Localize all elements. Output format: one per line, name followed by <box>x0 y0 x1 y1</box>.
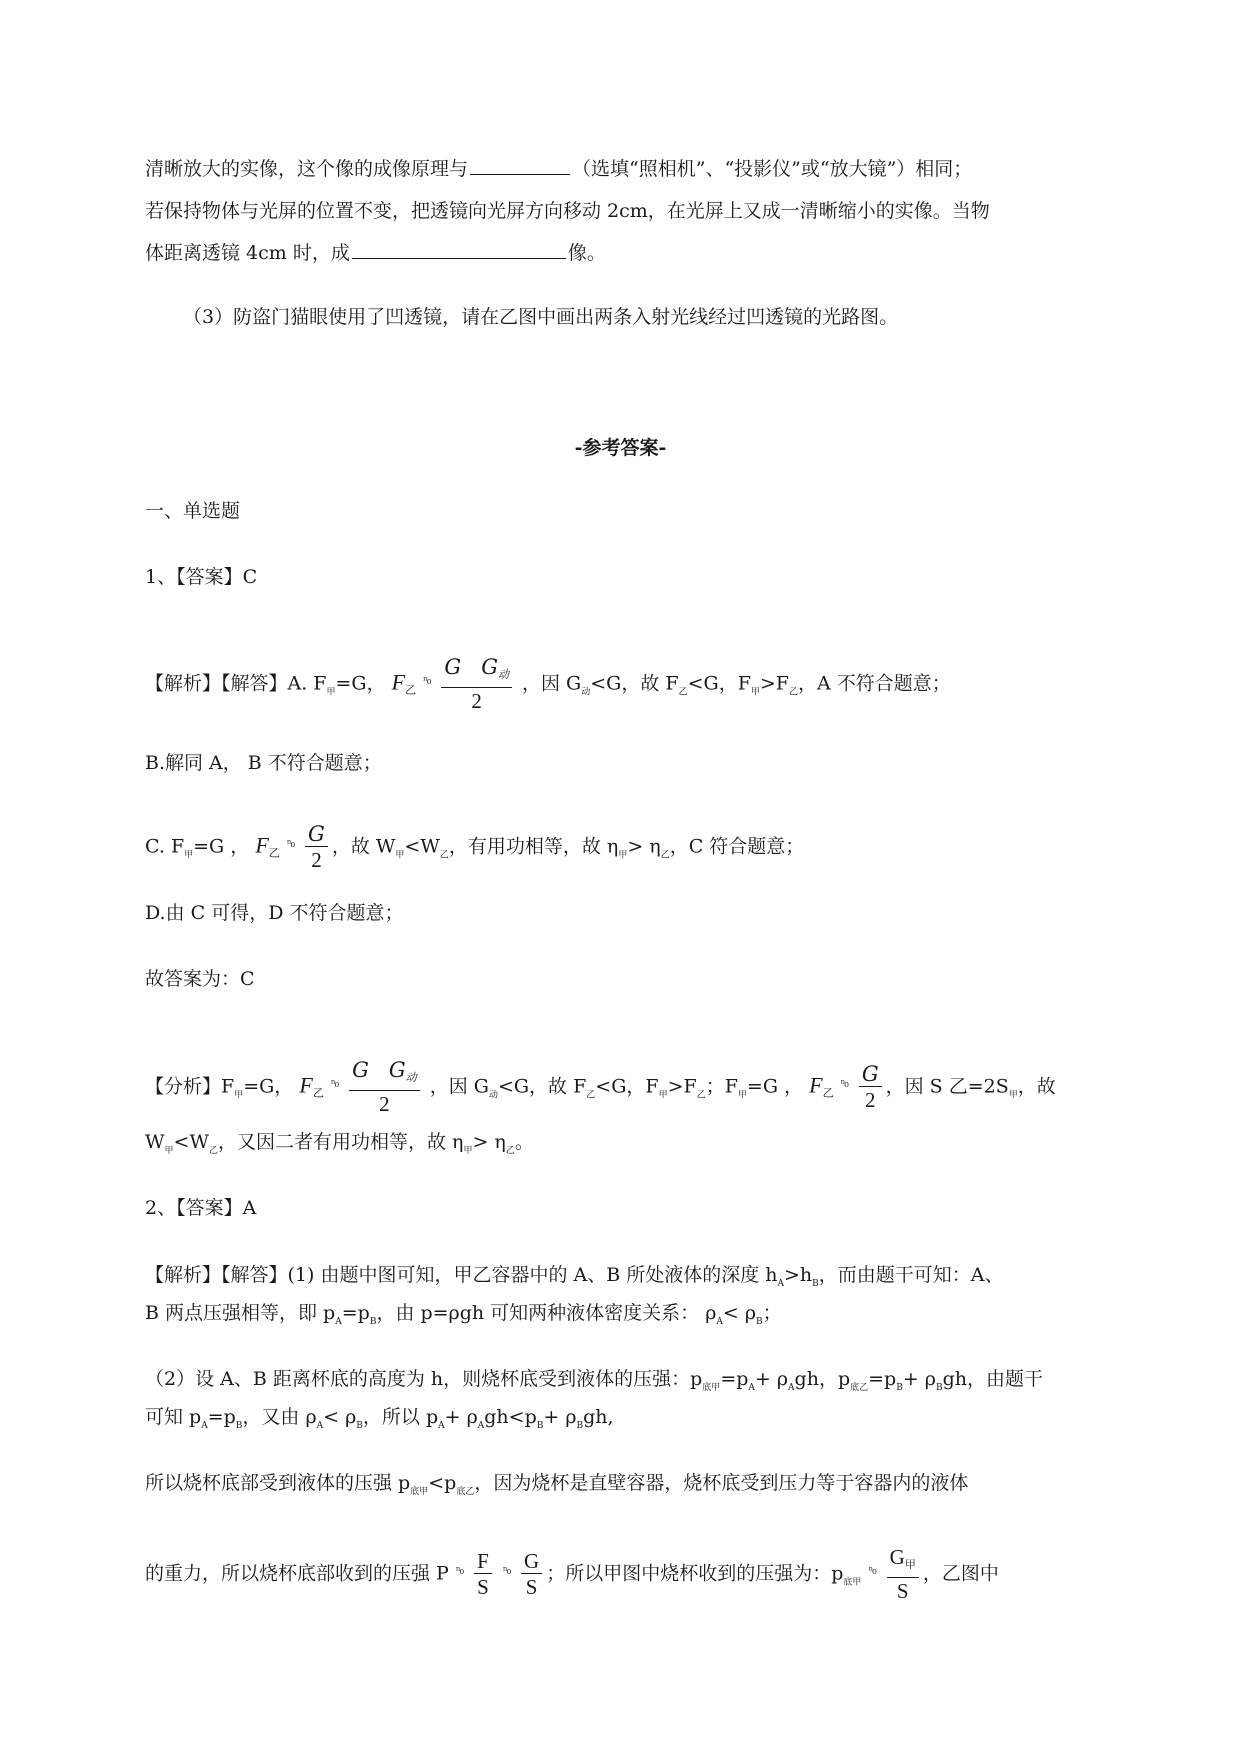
q2-part1-line2: B 两点压强相等，即 $p_A=p_B$，由 p=ρgh 可知两种液体密度关系： $\rho_A< \rho_B$； <box>145 1302 782 1327</box>
q1-analysis-d: D.由 C 可得，D 不符合题意； <box>145 902 404 924</box>
q3-line-3: 体距离透镜 4cm 时，成 像。 <box>145 242 606 264</box>
q3-line-2: 若保持物体与光屏的位置不变，把透镜向光屏方向移动 2cm，在光屏上又成一清晰缩小的实像。当物 <box>145 200 990 222</box>
q3-line-1: 清晰放大的实像，这个像的成像原理与 （选填“照相机”、“投影仪”或“放大镜”）相同； <box>145 158 973 180</box>
q2-part1-line1: 【解析】【解答】(1) 由题中图可知，甲乙容器中的 A、B 所处液体的深度 $h_A>h_B$，而由题干可知：A、 <box>145 1264 1004 1289</box>
fraction-f-over-s: $\frac{F}{S}$ <box>474 1549 492 1600</box>
fraction-g-over-s: $\frac{G}{S}$ <box>521 1549 542 1600</box>
q1-answer: 1、【答案】C <box>145 566 258 588</box>
fill-blank[interactable] <box>352 240 566 259</box>
q1-analysis-summary: 【分析】$F_甲=G$， $F_乙$ $^{^n_0}$ $\frac{G G_动}{2}$ ，因 $G_动<G$，故 $F_乙<G$，$F_甲>F_乙$；$F_甲=G$ ， $F_乙$ $^{^n_0}$ $\frac{G}{2}$ ，因 S 乙$=2S_甲$，故 <box>145 1058 1056 1116</box>
fraction-gjia-over-s: $\frac{G_甲}{S}$ <box>887 1545 919 1604</box>
fraction-g-over-2: $\frac{G}{2}$ <box>305 822 328 873</box>
q1-analysis-b: B.解同 A， B 不符合题意； <box>145 752 382 774</box>
q2-part2-line2: 可知 $p_A=p_B$，又由 $\rho_A< \rho_B$，所以 $p_A+ \rho_Agh<p_B+ \rho_Bgh$, <box>145 1406 614 1431</box>
q1-analysis-c: C. $F_甲=G$ ， $F_乙$ $^{^n_0}$ $\frac{G}{2}$ ，故 $W_甲<W_乙$，有用功相等，故 $\eta_甲> \eta_乙$，C 符合题意； <box>145 822 805 872</box>
q2-part2-line3: 所以烧杯底部受到液体的压强 $p_{底甲}<p_{底乙}$，因为烧杯是直壁容器，烧杯底受到压力等于容器内的液体 <box>145 1472 969 1497</box>
fraction-g-plus-gdong-over-2: $\frac{G G_动}{2}$ <box>441 655 512 714</box>
q1-conclusion: 故答案为：C <box>145 968 255 990</box>
q3-part-3: （3）防盗门猫眼使用了凹透镜，请在乙图中画出两条入射光线经过凹透镜的光路图。 <box>183 306 899 328</box>
q2-answer: 2、【答案】A <box>145 1197 257 1219</box>
q2-part2-line1: （2）设 A、B 距离杯底的高度为 h，则烧杯底受到液体的压强：$p_{底甲}=p_A+ \rho_Agh$，$p_{底乙}=p_B+ \rho_Bgh$，由题干 <box>145 1368 1044 1393</box>
q1-analysis-summary-2: $W_甲<W_乙$，又因二者有用功相等，故 $\eta_甲> \eta_乙$。 <box>145 1131 534 1156</box>
fraction-g-over-2: $\frac{G}{2}$ <box>859 1062 882 1113</box>
fill-blank[interactable] <box>470 156 570 175</box>
q2-part2-line4: 的重力，所以烧杯底部收到的压强 P $^{^n_0}$ $\frac{F}{S}$ $^{^n_0}$ $\frac{G}{S}$ ；所以甲图中烧杯收到的压强为：$p_{底甲}$ $^{^n_0}$ $\frac{G_甲}{S}$ ，乙图中 <box>145 1545 999 1603</box>
fraction-g-plus-gdong-over-2: $\frac{G G_动}{2}$ <box>349 1058 420 1117</box>
answers-title: -参考答案- <box>574 437 667 459</box>
section-heading: 一、单选题 <box>145 500 241 522</box>
q1-analysis-a: 【解析】【解答】A. $F_甲=G$， $F_乙$ $^{^n_0}$ $\frac{G G_动}{2}$ ，因 $G_动<G$，故 $F_乙<G$，$F_甲>F_乙$，A 不符合题意； <box>145 655 951 713</box>
